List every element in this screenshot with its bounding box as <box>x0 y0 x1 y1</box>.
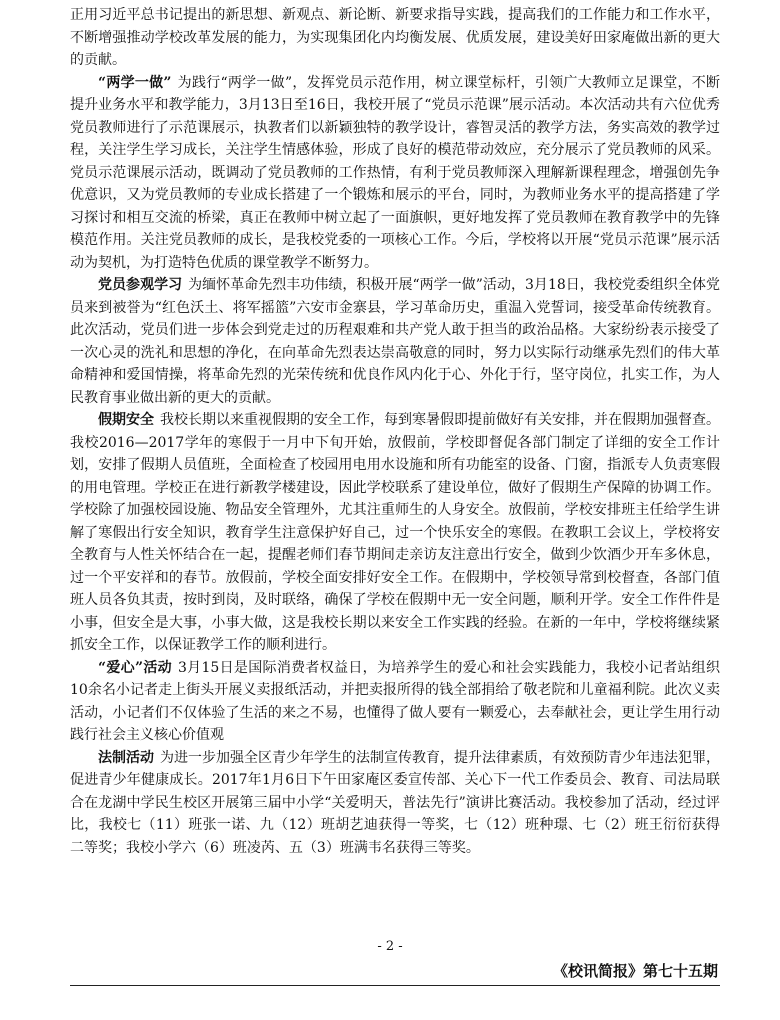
paragraph-text: 为践行“两学一做”，发挥党员示范作用，树立课堂标杆，引领广大教师立足课堂，不断提升业务水平和教学能力，3月13日至16日，我校开展了“党员示范课”展示活动。本次活动共有六位优秀党员教师进行了示范课展示，执教者们以新颖独特的教学设计，睿智灵活的教学方法，务实高效的教学过程，关注学生学习成长，关注学生情感体验，形成了良好的模范带动效应，充分展示了党员教师的风采。党员示范课展示活动，既调动了党员教师的工作热情，有利于党员教师深入理解新课程理念，增强创先争优意识，又为党员教师的专业成长搭建了一个锻炼和展示的平台，同时，为教师业务水平的提高搭建了学习探讨和相互交流的桥梁，真正在教师中树立起了一面旗帜，更好地发挥了党员教师在教育教学中的先锋模范作用。关注党员教师的成长，是我校党委的一项核心工作。今后，学校将以开展“党员示范课”展示活动为契机，为打造特色优质的课堂教学不断努力。 <box>70 74 720 271</box>
footer-divider <box>70 985 720 986</box>
section-heading: 假期安全 <box>98 412 154 428</box>
paragraph-text: 正用习近平总书记提出的新思想、新观点、新论断、新要求指导实践，提高我们的工作能力和工作水平，不断增强推动学校改革发展的能力，为实现集团化内均衡发展、优质发展，建设美好田家庵做出新的更大的贡献。 <box>70 7 720 68</box>
paragraph-party-visit <box>70 274 720 409</box>
paragraph-legal-activity <box>70 747 720 860</box>
section-heading: 法制活动 <box>98 749 154 766</box>
section-heading: “两学一做” <box>98 74 172 91</box>
paragraph-text: 为缅怀革命先烈丰功伟绩，积极开展“两学一做”活动，3月18日，我校党委组织全体党员来到被誉为“红色沃土、将军摇篮”六安市金寨县，学习革命历史，重温入党誓词，接受革命传统教育。此次活动，党员们进一步体会到党走过的历程艰难和共产党人敢于担当的政治品格。大家纷纷表示接受了一次心灵的洗礼和思想的净化，在向革命先烈表达崇高敬意的同时，努力以实际行动继承先烈们的伟大革命精神和爱国情操，将革命先烈的光荣传统和优良作风内化于心、外化于行，坚守岗位，扎实工作，为人民教育事业做出新的更大的贡献。 <box>70 277 720 406</box>
paragraph-text: 为进一步加强全区青少年学生的法制宣传教育，提升法律素质，有效预防青少年违法犯罪，促进青少年健康成长。2017年1月6日下午田家庵区委宣传部、关心下一代工作委员会、教育、司法局联合在龙湖中学民生校区开展第三届中小学“关爱明天，普法先行”演讲比赛活动。我校参加了活动，经过评比，我校七（11）班张一诺、九（12）班胡艺迪获得一等奖，七（12）班种璟、七（2）班王衍衍获得二等奖；我校小学六（6）班凌芮、五（3）班满韦名获得三等奖。 <box>70 749 720 856</box>
section-heading: “爱心”活动 <box>98 659 172 676</box>
page-number: - 2 - <box>377 939 403 954</box>
paragraph-text: 我校长期以来重视假期的安全工作，每到寒暑假即提前做好有关安排，并在假期加强督查。我校2016—2017学年的寒假于一月中下旬开始，放假前，学校即督促各部门制定了详细的安全工作计划，安排了假期人员值班，全面检查了校园用电用水设施和所有功能室的设备、门窗，指派专人负责寒假的用电管理。学校正在进行新教学楼建设，因此学校联系了建设单位，做好了假期生产保障的协调工作。学校除了加强校园设施、物品安全管理外，尤其注重师生的人身安全。放假前，学校安排班主任给学生讲解了寒假出行安全知识，教育学生注意保护好自己，过一个快乐安全的寒假。在教职工会议上，学校将安全教育与人性关怀结合在一起，提醒老师们春节期间走亲访友注意出行安全，做到少饮酒少开车多休息，过一个平安祥和的春节。放假前，学校全面安排好安全工作。在假期中，学校领导常到校督查，各部门值班人员各负其责，按时到岗，及时联络，确保了学校在假期中无一安全问题，顺利开学。安全工作件件是小事，但安全是大事，小事大做，这是我校长期以来安全工作实践的经验。在新的一年中，学校将继续紧抓安全工作，以保证教学工作的顺利进行。 <box>70 412 720 653</box>
publication-title: 《校讯简报》第七十五期 <box>552 962 718 980</box>
paragraph-intro-continuation <box>70 4 720 72</box>
section-heading: 党员参观学习 <box>98 277 183 293</box>
article-body <box>70 4 720 859</box>
paragraph-two-studies-one-action <box>70 72 720 275</box>
paragraph-charity-activity <box>70 657 720 747</box>
paragraph-text: 3月15日是国际消费者权益日，为培养学生的爱心和社会实践能力，我校小记者站组织10余名小记者走上街头开展义卖报纸活动，并把卖报所得的钱全部捐给了敬老院和儿童福利院。此次义卖活动，小记者们不仅体验了生活的来之不易，也懂得了做人要有一颗爱心，去奉献社会，更让学生用行动践行社会主义核心价值观 <box>70 659 720 743</box>
paragraph-holiday-safety <box>70 409 720 657</box>
